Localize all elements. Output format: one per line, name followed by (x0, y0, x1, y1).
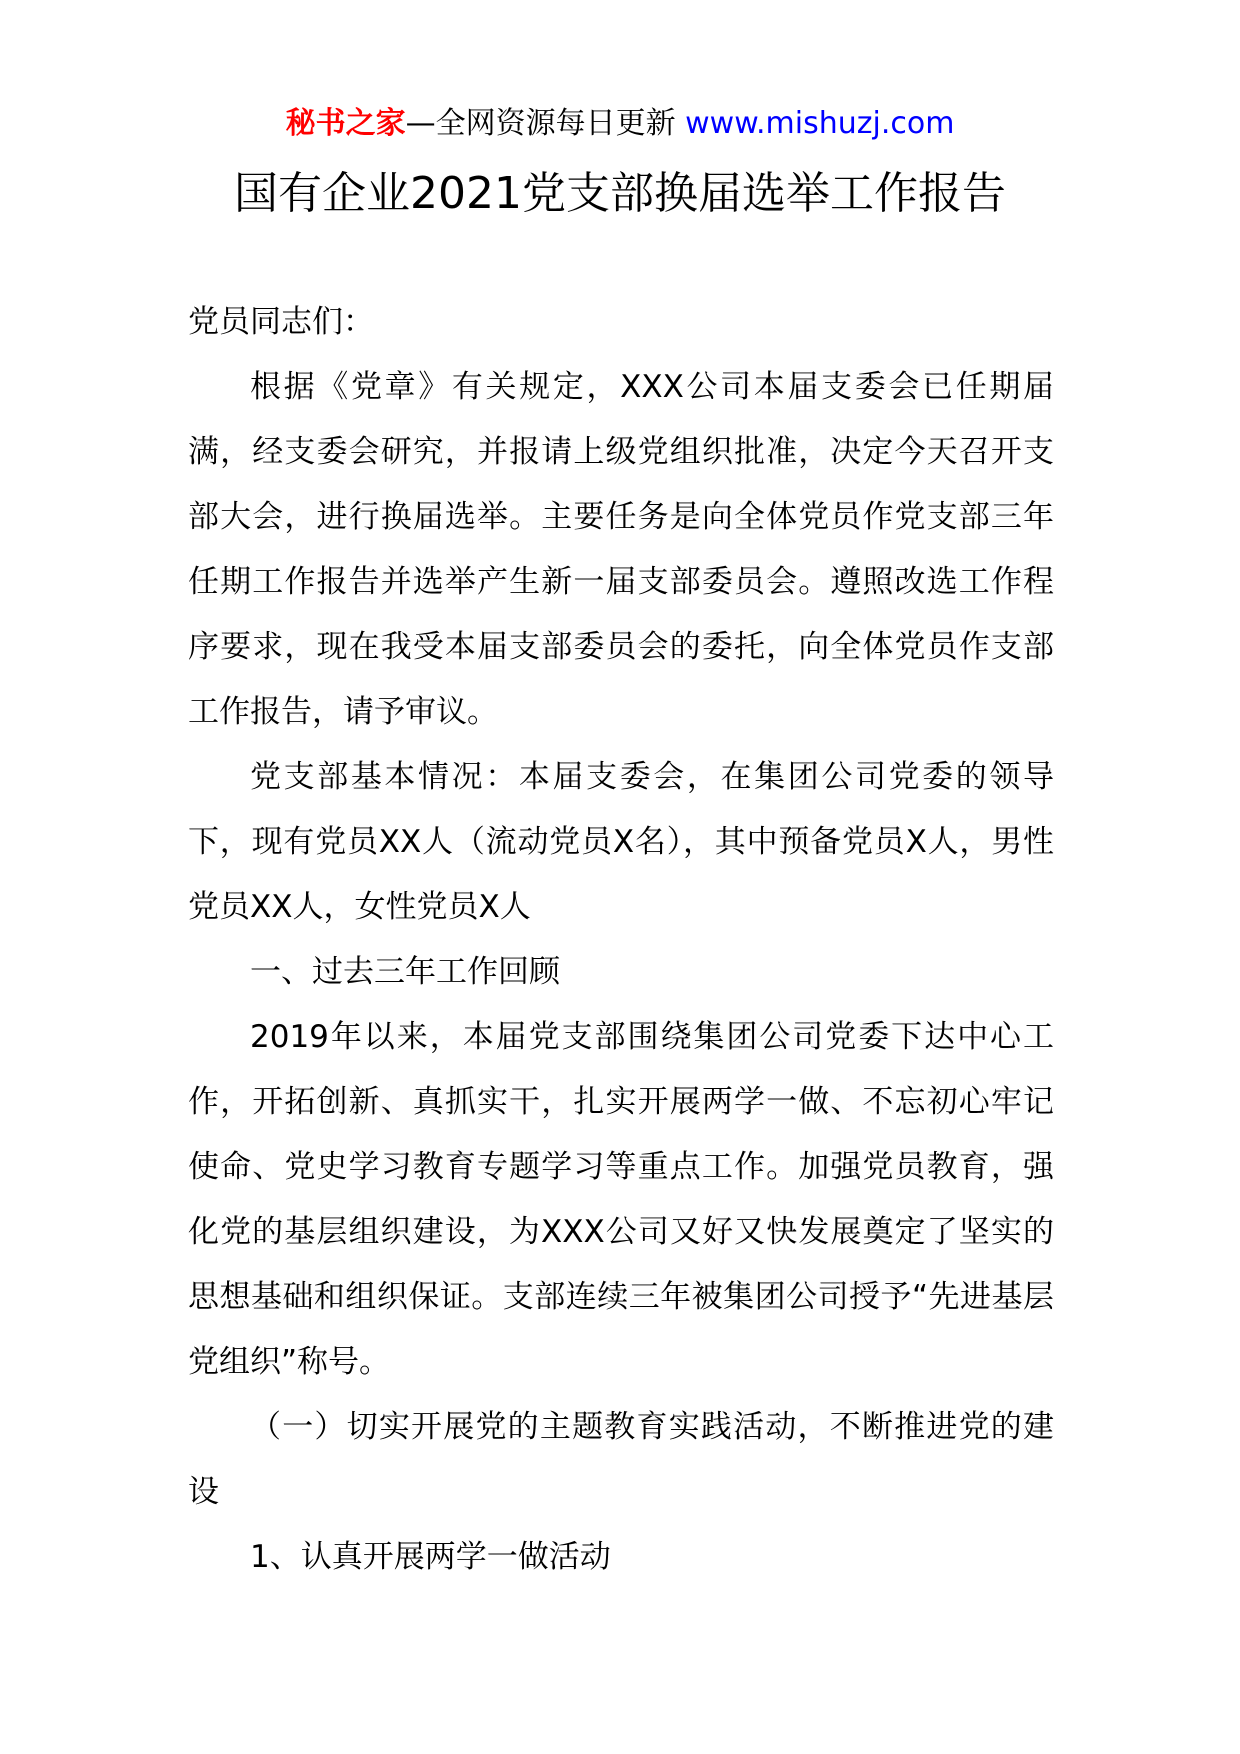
site-url-link[interactable]: www.mishuzj.com (685, 106, 955, 141)
brand-name: 秘书之家 (285, 106, 406, 141)
salutation: 党员同志们： (188, 304, 374, 340)
subsection-heading-1: （一）切实开展党的主题教育实践活动，不断推进党的建设 (188, 1409, 1054, 1510)
paragraph-basic-info: 党支部基本情况：本届支委会，在集团公司党委的领导下，现有党员XX人（流动党员X名），其中预备党员X人，男性党员XX人，女性党员X人 (188, 759, 1054, 925)
section-heading-review: 一、过去三年工作回顾 (250, 954, 560, 990)
document-body (188, 290, 1054, 1590)
item-heading-1: 1、认真开展两学一做活动 (250, 1539, 611, 1575)
paragraph-intro: 根据《党章》有关规定，XXX公司本届支委会已任期届满，经支委会研究，并报请上级党组织批准，决定今天召开支部大会，进行换届选举。主要任务是向全体党员作党支部三年任期工作报告并选举产生新一届支部委员会。遵照改选工作程序要求，现在我受本届支部委员会的委托，向全体党员作支部工作报告，请予审议。 (188, 369, 1054, 730)
paragraph-review: 2019年以来，本届党支部围绕集团公司党委下达中心工作，开拓创新、真抓实干，扎实开展两学一做、不忘初心牢记使命、党史学习教育专题学习等重点工作。加强党员教育，强化党的基层组织建设，为XXX公司又好又快发展奠定了坚实的思想基础和组织保证。支部连续三年被集团公司授予“先进基层党组织”称号。 (188, 1019, 1054, 1380)
site-header (0, 104, 1240, 144)
site-tagline: —全网资源每日更新 (405, 106, 676, 141)
document-title: 国有企业2021党支部换届选举工作报告 (234, 168, 1006, 219)
